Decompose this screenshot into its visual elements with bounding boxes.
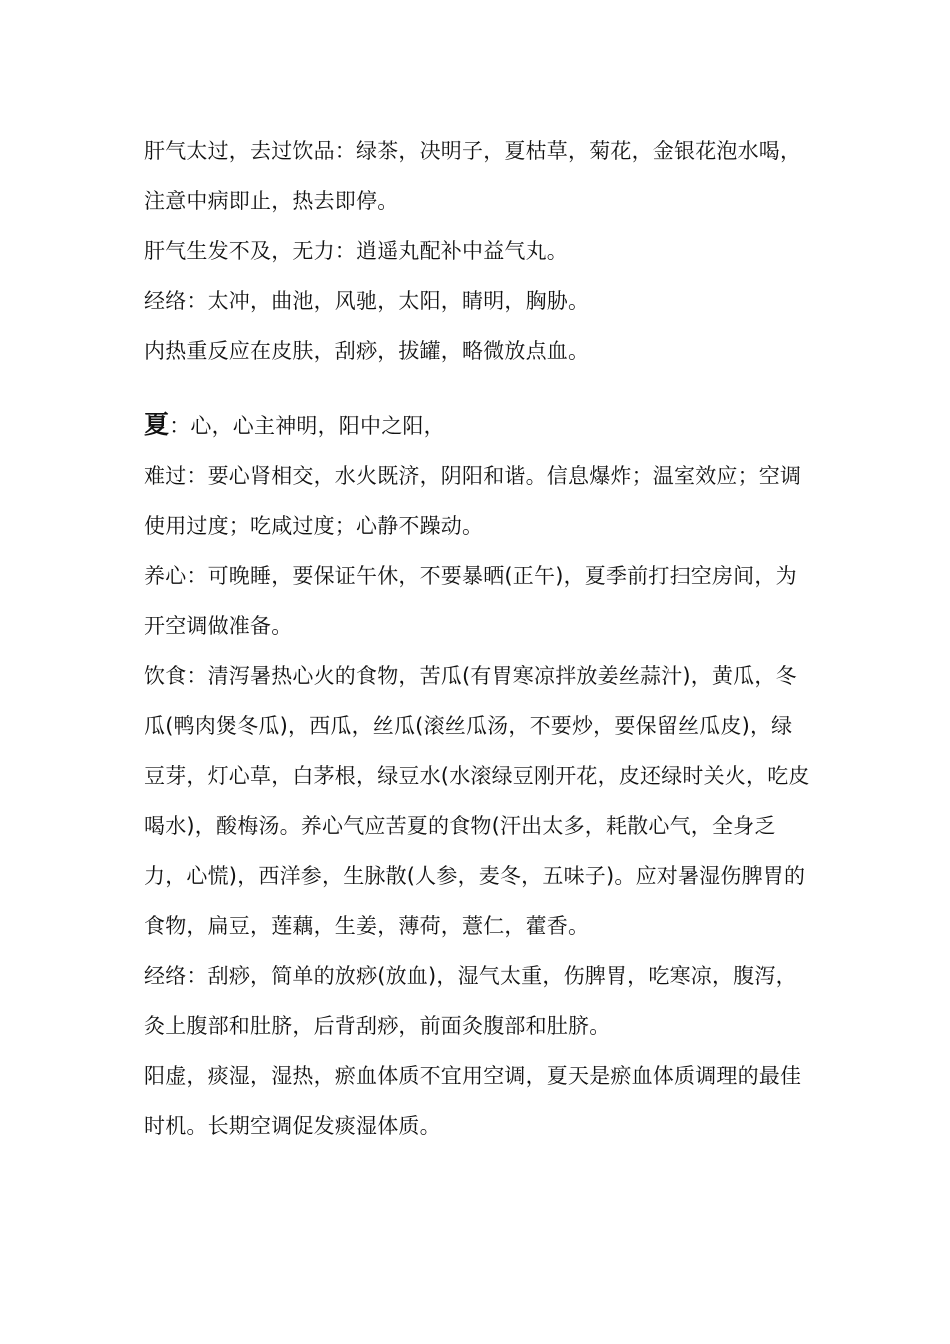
- paragraph-liver-deficiency: 肝气生发不及，无力：逍遥丸配补中益气丸。: [144, 239, 568, 263]
- paragraph-summer-meridians: 经络：刮痧，简单的放痧(放血)，湿气太重，伤脾胃，吃寒凉，腹泻，灸上腹部和肚脐，后背刮痧，前面灸腹部和肚脐。: [144, 964, 797, 1038]
- paragraph-liver-excess: 肝气太过，去过饮品：绿茶，决明子，夏枯草，菊花，金银花泡水喝，注意中病即止，热去即停。: [144, 139, 802, 213]
- summer-season-label: 夏: [144, 410, 170, 439]
- paragraph-summer-diet: 饮食：清泻暑热心火的食物，苦瓜(有胃寒凉拌放姜丝蒜汁)，黄瓜，冬瓜(鸭肉煲冬瓜)，西瓜，丝瓜(滚丝瓜汤，不要炒，要保留丝瓜皮)，绿豆芽，灯心草，白茅根，绿豆水(水滚绿豆刚开花，皮还绿时关火，吃皮喝水)，酸梅汤。养心气应苦夏的食物(汗出太多，耗散心气，全身乏力，心慌)，西洋参，生脉散(人参，麦冬，五味子)。应对暑湿伤脾胃的食物，扁豆，莲藕，生姜，薄荷，薏仁，藿香。: [144, 664, 810, 938]
- paragraph-summer-difficulty: 难过：要心肾相交，水火既济，阴阳和谐。信息爆炸；温室效应；空调使用过度；吃咸过度；心静不躁动。: [144, 464, 802, 538]
- summer-heading: [144, 400, 810, 451]
- paragraph-internal-heat: 内热重反应在皮肤，刮痧，拔罐，略微放点血。: [144, 339, 590, 363]
- summer-intro: ：心，心主神明，阳中之阳，: [169, 414, 445, 438]
- paragraph-liver-meridians: 经络：太冲，曲池，风驰，太阳，睛明，胸胁。: [144, 289, 590, 313]
- paragraph-summer-nourish-heart: 养心：可晚睡，要保证午休，不要暴晒(正午)，夏季前打扫空房间，为开空调做准备。: [144, 564, 797, 638]
- paragraph-summer-constitution: 阳虚，痰湿，湿热，瘀血体质不宜用空调，夏天是瘀血体质调理的最佳时机。长期空调促发痰湿体质。: [144, 1064, 802, 1138]
- document-page: [144, 126, 810, 1151]
